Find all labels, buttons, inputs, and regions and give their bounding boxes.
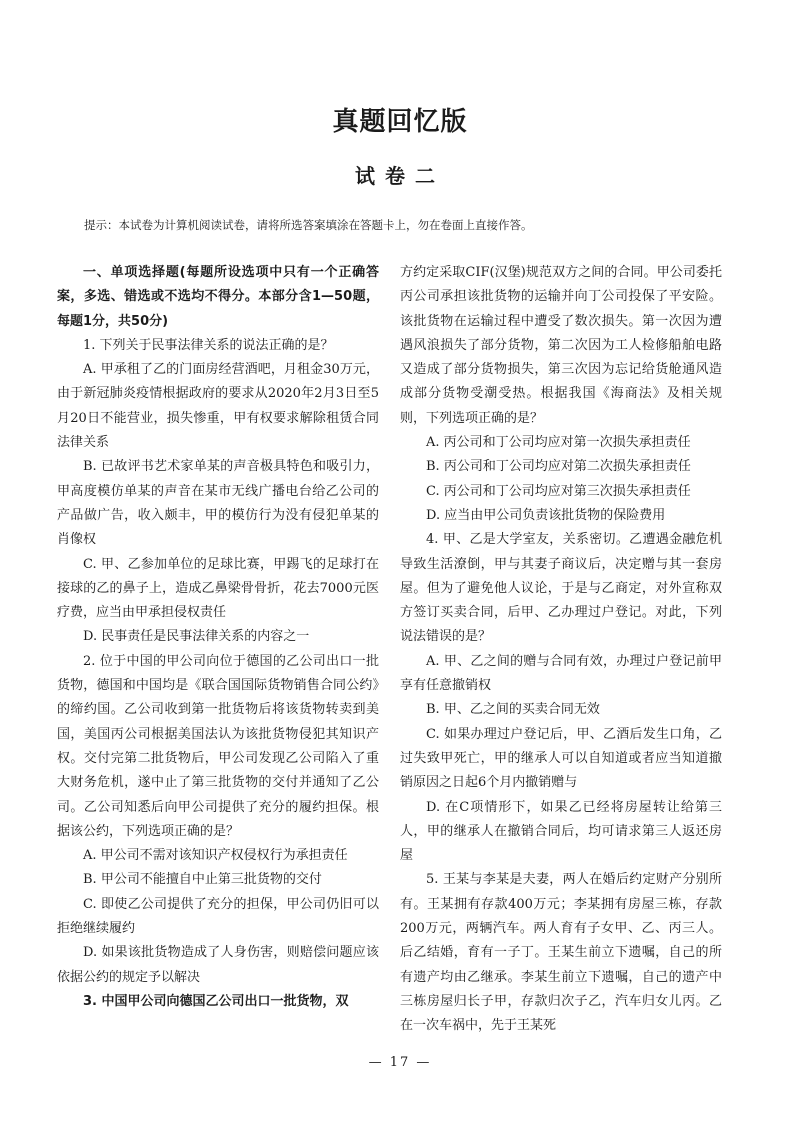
paper-subtitle: 试卷二 xyxy=(355,164,445,188)
question-2-stem: 2. 位于中国的甲公司向位于德国的乙公司出口一批货物，德国和中国均是《联合国国际货物销售合同公约》的缔约国。乙公司收到第一批货物后将该货物转卖到美国，美国丙公司根据美国法认为该批货物侵犯其知识产权。交付完第二批货物后，甲公司发现乙公司陷入了重大财务危机，遂中止了第三批货物的交付并通知了乙公司。乙公司知悉后向甲公司提供了充分的履约担保。根据该公约，下列选项正确的是？ xyxy=(57,653,379,839)
question-1-stem: 1. 下列关于民事法律关系的说法正确的是？ xyxy=(83,337,334,353)
page-number: — 17 — xyxy=(368,1055,432,1070)
question-5-stem-start: 5. 王某与李某是夫妻，两人在婚后约定财产分别所有。王某拥有存款400万元；李某拥有房屋三栋，存款200万元，两辆汽车。两人育有子女甲、乙、丙三人。后乙结婚，育有一子丁。王某生前立下遗嘱，自己的所有遗产均由乙继承。李某生前立下遗嘱，自己的遗产中三栋房屋归长子甲，存款归次子乙，汽车归女儿丙。乙在一次车祸中，先于王某死 xyxy=(400,872,722,1034)
question-3-option-b: B. 丙公司和丁公司均应对第二次损失承担责任 xyxy=(426,459,691,475)
question-1-option-c: C. 甲、乙参加单位的足球比赛，甲踢飞的足球打在接球的乙的鼻子上，造成乙鼻梁骨骨折，花去7000元医疗费，应当由甲承担侵权责任 xyxy=(57,556,379,621)
exam-notice: 提示：本试卷为计算机阅读试卷，请将所选答案填涂在答题卡上，勿在卷面上直接作答。 xyxy=(84,218,533,232)
section-heading: 一、单项选择题(每题所设选项中只有一个正确答案，多选、错选或不选均不得分。本部分含1—50题，每题1分，共50分) xyxy=(57,265,379,329)
question-3-option-a: A. 丙公司和丁公司均应对第一次损失承担责任 xyxy=(426,435,691,451)
question-4-stem: 4. 甲、乙是大学室友，关系密切。乙遭遇金融危机导致生活潦倒，甲与其妻子商议后，决定赠与其一套房屋。但为了避免他人议论，于是与乙商定，对外宣称双方签订买卖合同，后甲、乙办理过户登记。对此，下列说法错误的是？ xyxy=(400,532,722,645)
question-1-option-d: D. 民事责任是民事法律关系的内容之一 xyxy=(83,629,310,645)
question-3-option-d: D. 应当由甲公司负责该批货物的保险费用 xyxy=(426,507,666,523)
question-3-option-c: C. 丙公司和丁公司均应对第三次损失承担责任 xyxy=(426,483,691,499)
question-3-stem-continued: 方约定采取CIF(汉堡)规范双方之间的合同。甲公司委托丙公司承担该批货物的运输并向丁公司投保了平安险。该批货物在运输过程中遭受了数次损失。第一次因为遭遇风浪损失了部分货物，第二次因为工人检修船舶电路又造成了部分货物损失，第三次因为忘记给货舱通风造成部分货物受潮受热。根据我国《海商法》及相关规则，下列选项正确的是？ xyxy=(400,265,722,426)
question-2-option-d: D. 如果该批货物造成了人身伤害，则赔偿问题应该依据公约的规定予以解决 xyxy=(57,945,379,985)
question-1-option-b: B. 已故评书艺术家单某的声音极具特色和吸引力，甲高度模仿单某的声音在某市无线广播电台给乙公司的产品做广告，收入颇丰，甲的模仿行为没有侵犯单某的肖像权 xyxy=(57,459,379,548)
question-2-option-c: C. 即使乙公司提供了充分的担保，甲公司仍旧可以拒绝继续履约 xyxy=(57,896,379,937)
question-4-option-d: D. 在C项情形下，如果乙已经将房屋转让给第三人，甲的继承人在撤销合同后，均可请求第三人返还房屋 xyxy=(400,799,722,864)
left-column xyxy=(57,261,379,1014)
question-4-option-a: A. 甲、乙之间的赠与合同有效，办理过户登记前甲享有任意撤销权 xyxy=(400,653,722,694)
question-4-option-b: B. 甲、乙之间的买卖合同无效 xyxy=(426,702,600,718)
question-2-option-b: B. 甲公司不能擅自中止第三批货物的交付 xyxy=(83,872,322,888)
question-4-option-c: C. 如果办理过户登记后，甲、乙酒后发生口角，乙过失致甲死亡，甲的继承人可以自知道或者应当知道撤销原因之日起6个月内撤销赠与 xyxy=(400,726,722,791)
question-2-option-a: A. 甲公司不需对该知识产权侵权行为承担责任 xyxy=(83,848,348,864)
right-column xyxy=(400,261,722,1039)
question-3-stem-start: 3. 中国甲公司向德国乙公司出口一批货物，双 xyxy=(83,993,349,1009)
page-title: 真题回忆版 xyxy=(332,107,468,137)
question-1-option-a: A. 甲承租了乙的门面房经营酒吧，月租金30万元，由于新冠肺炎疫情根据政府的要求从2020年2月3日至5月20日不能营业，损失惨重，甲有权要求解除租赁合同法律关系 xyxy=(57,362,379,451)
